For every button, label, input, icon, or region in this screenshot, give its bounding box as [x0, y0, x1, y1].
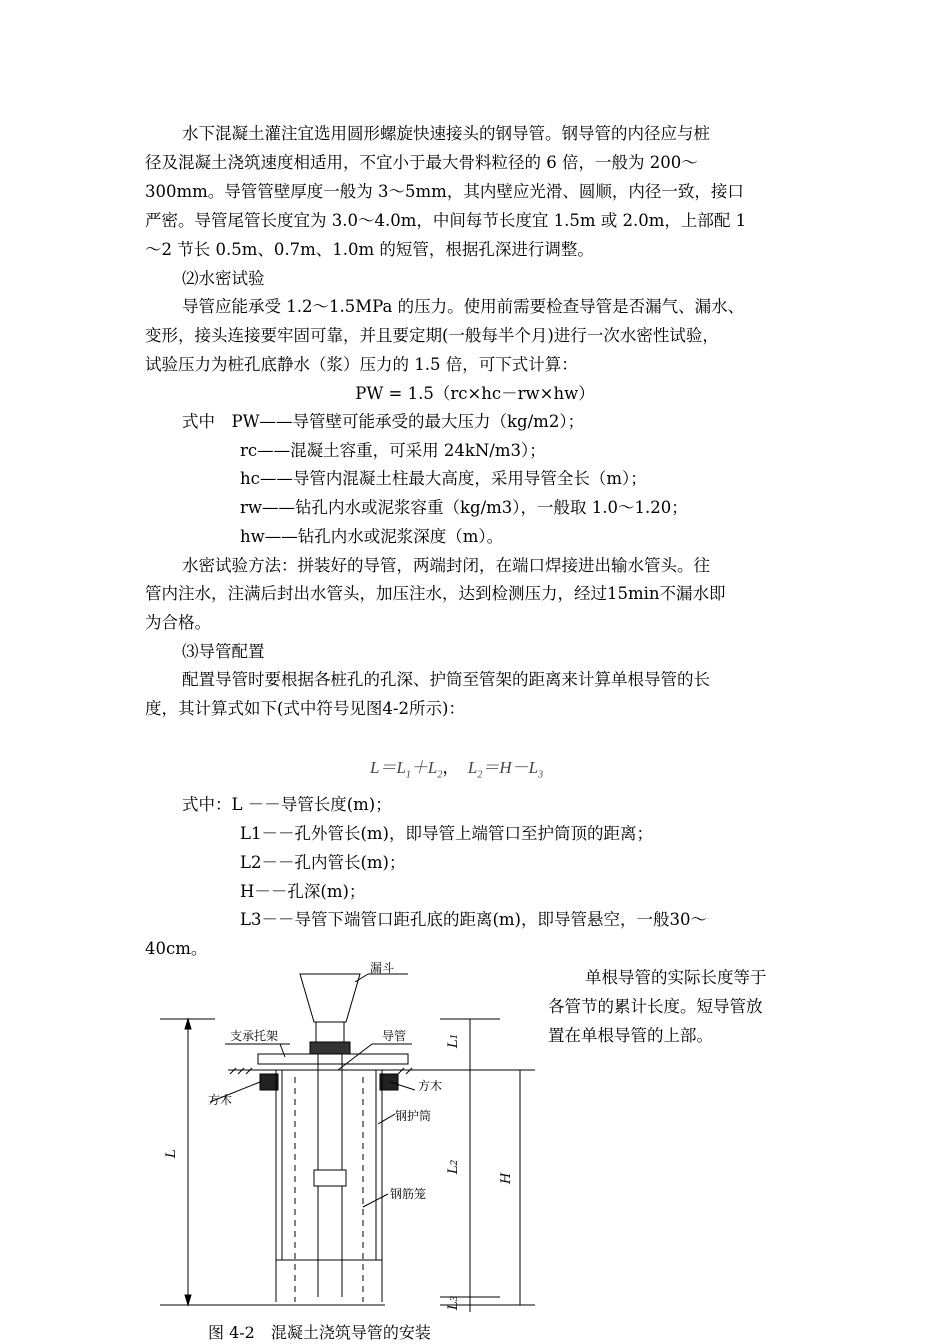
- definition-rw: rw——钻孔内水或泥浆容重（kg/m3），一般取 1.0～1.20；: [240, 498, 688, 517]
- definition-hc: hc——导管内混凝土柱最大高度，采用导管全长（m）；: [240, 469, 647, 488]
- paragraph-2-line-2: 变形，接头连接要牢固可靠，并且要定期(一般每半个月)进行一次水密性试验，: [145, 326, 719, 345]
- support-platform: [258, 1054, 408, 1064]
- funnel: [300, 974, 360, 1022]
- label-pipe: 导管: [382, 1029, 407, 1043]
- paragraph-4-line-1: 配置导管时要根据各桩孔的孔深、护筒至管架的距离来计算单根导管的长: [182, 670, 710, 689]
- timber-block-left: [260, 1074, 278, 1090]
- paragraph-3-line-2: 管内注水，注满后封出水管头，加压注水，达到检测压力，经过15min不漏水即: [145, 584, 726, 603]
- label-dim-l3: L3: [446, 1295, 461, 1310]
- side-text-line-2: 各管节的累计长度。短导管放: [548, 997, 763, 1016]
- paragraph-3-line-3: 为合格。: [145, 613, 211, 632]
- label-casing: 钢护筒: [395, 1109, 432, 1123]
- label-dim-l: L: [164, 1149, 179, 1158]
- section-heading-pipe-config: ⑶导管配置: [182, 642, 265, 661]
- figure-caption: 图 4-2 混凝土浇筑导管的安装: [208, 1323, 431, 1342]
- paragraph-1-line-4: 严密。导管尾管长度宜为 3.0～4.0m，中间每节长度宜 1.5m 或 2.0m，上部配 1: [145, 211, 747, 230]
- side-text-line-3: 置在单根导管的上部。: [548, 1026, 713, 1045]
- paragraph-1-line-3: 300mm。导管管壁厚度一般为 3～5mm，其内壁应光滑、圆顺，内径一致，接口: [145, 182, 744, 201]
- funnel-neck: [316, 1022, 344, 1042]
- section-heading-water-test: ⑵水密试验: [182, 269, 265, 288]
- label-dim-l1: L1: [446, 1033, 461, 1048]
- definition-l1: L1－－孔外管长(m)，即导管上端管口至护筒顶的距离；: [240, 824, 653, 843]
- label-dim-l2: L2: [446, 1159, 461, 1174]
- pipe-clamp: [310, 1042, 350, 1054]
- pressure-formula: PW = 1.5（rc×hc－rw×hw）: [355, 384, 595, 403]
- pipe-joint: [314, 1170, 346, 1186]
- paragraph-4-line-2: 度，其计算式如下(式中符号见图4-2所示)：: [145, 699, 465, 718]
- paragraph-2-line-3: 试验压力为桩孔底静水（浆）压力的 1.5 倍，可下式计算：: [145, 355, 578, 374]
- definition-h: H－－孔深(m)；: [240, 882, 366, 901]
- ground-hatch-right: [398, 1068, 412, 1074]
- label-dim-h: H: [499, 1172, 514, 1184]
- label-funnel: 漏斗: [370, 962, 395, 975]
- ground-hatch-left: [230, 1068, 252, 1074]
- paragraph-1-line-5: ～2 节长 0.5m、0.7m、1.0m 的短管，根据孔深进行调整。: [145, 240, 594, 259]
- paragraph-3-line-1: 水密试验方法：拼装好的导管，两端封闭，在端口焊接进出输水管头。往: [182, 556, 710, 575]
- paragraph-1-line-2: 径及混凝土浇筑速度相适用，不宜小于最大骨料粒径的 6 倍，一般为 200～: [145, 153, 698, 172]
- steel-casing: [276, 1070, 382, 1260]
- definition-l3: L3－－导管下端管口距孔底的距离(m)，即导管悬空，一般30～: [240, 910, 707, 929]
- paragraph-2-line-1: 导管应能承受 1.2～1.5MPa 的压力。使用前需要检查导管是否漏气、漏水、: [182, 297, 745, 316]
- definition-l: 式中：L －－导管长度(m)；: [182, 795, 392, 814]
- label-cage: 钢筋笼: [390, 1187, 427, 1201]
- definition-rc: rc——混凝土容重，可采用 24kN/m3）；: [240, 441, 546, 460]
- definition-pw: 式中 PW——导管壁可能承受的最大压力（kg/m2）；: [182, 412, 585, 431]
- label-timber-right: 方木: [418, 1079, 443, 1093]
- definition-hw: hw——钻孔内水或泥浆深度（m）。: [240, 527, 504, 546]
- definition-l3-continued: 40cm。: [145, 939, 208, 958]
- label-timber-left: 方木: [208, 1093, 233, 1107]
- length-formula: $L=L_1+L_2$， $L_2=H-L_3$: [370, 758, 544, 781]
- label-support: 支承托架: [230, 1029, 279, 1043]
- definition-l2: L2－－孔内管长(m)；: [240, 853, 406, 872]
- side-text-line-1: 单根导管的实际长度等于: [585, 968, 767, 987]
- timber-block-right: [380, 1074, 398, 1090]
- pipe-installation-diagram: [150, 962, 545, 1317]
- paragraph-1-line-1: 水下混凝土灌注宜选用圆形螺旋快速接头的钢导管。钢导管的内径应与桩: [182, 124, 710, 143]
